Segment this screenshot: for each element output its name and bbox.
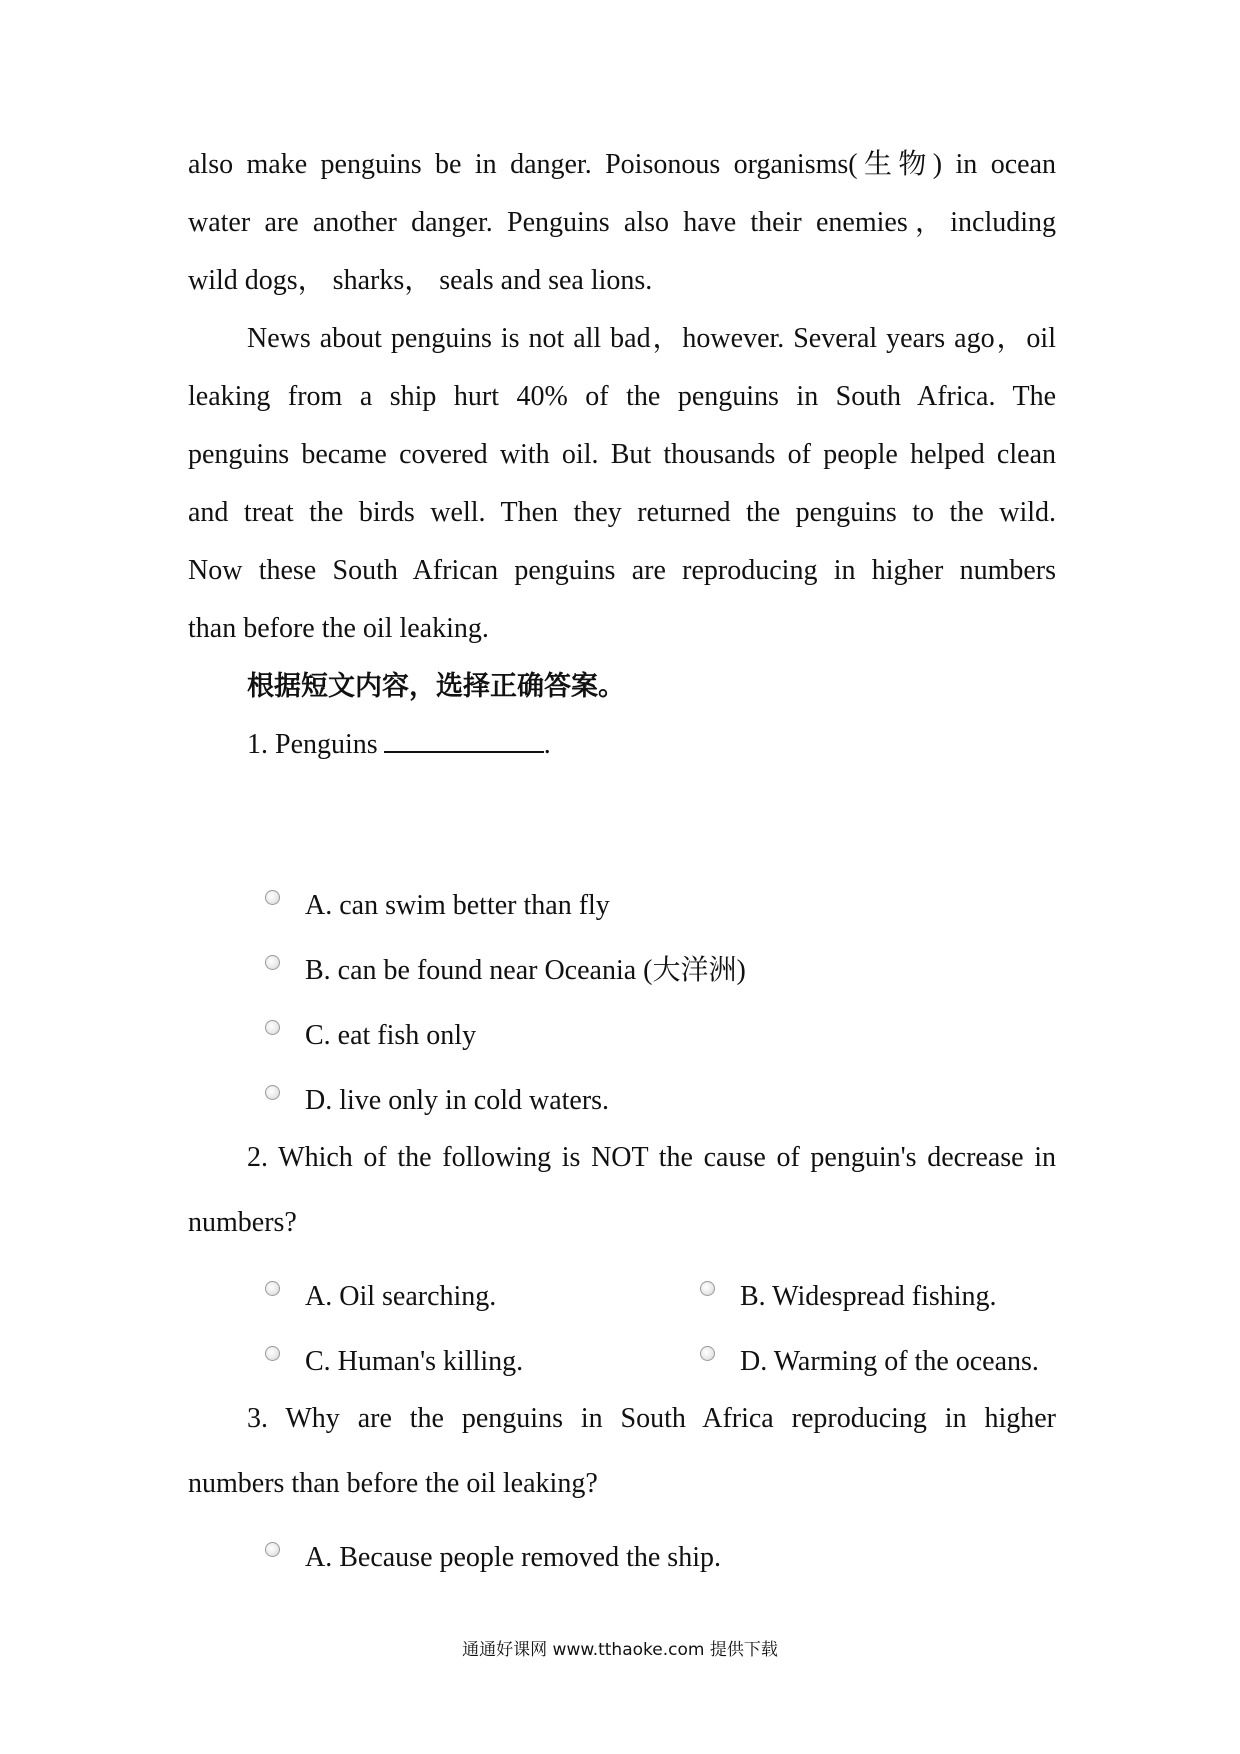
page-footer: 通通好课网 www.tthaoke.com 提供下载 (462, 1640, 778, 1660)
question-stem-text: 1. Penguins (247, 729, 378, 760)
question-2-stem-cont: numbers? (188, 1207, 297, 1238)
passage-line: wild dogs， sharks， seals and sea lions. (188, 265, 653, 296)
paragraph-line: Now these South African penguins are reproducing in higher numbers (188, 555, 1056, 586)
paragraph-line: penguins became covered with oil. But thousands of people helped clean (188, 439, 1056, 470)
option-2d: D. Warming of the oceans. (740, 1346, 1039, 1377)
option-2b: B. Widespread fishing. (740, 1281, 997, 1312)
radio-button[interactable] (700, 1281, 715, 1296)
radio-button[interactable] (700, 1346, 715, 1361)
paragraph-line: than before the oil leaking. (188, 613, 489, 644)
instruction-heading: 根据短文内容，选择正确答案。 (247, 671, 625, 702)
question-1-stem (247, 728, 1056, 762)
option-2c: C. Human's killing. (305, 1346, 524, 1377)
paragraph-line: News about penguins is not all bad，however. Several years ago，oil (247, 323, 1056, 354)
radio-button[interactable] (265, 1020, 280, 1035)
radio-button[interactable] (265, 1281, 280, 1296)
radio-button[interactable] (265, 890, 280, 905)
question-stem-suffix: . (543, 729, 551, 760)
option-1a: A. can swim better than fly (305, 890, 610, 921)
paragraph-line: leaking from a ship hurt 40% of the penguins in South Africa. The (188, 381, 1056, 412)
option-1c: C. eat fish only (305, 1020, 477, 1051)
radio-button[interactable] (265, 1346, 280, 1361)
paragraph-line: and treat the birds well. Then they returned the penguins to the wild. (188, 497, 1056, 528)
radio-button[interactable] (265, 1085, 280, 1100)
question-2-stem: 2. Which of the following is NOT the cause of penguin's decrease in (247, 1142, 1056, 1173)
option-1d: D. live only in cold waters. (305, 1085, 610, 1116)
option-1b: B. can be found near Oceania (大洋洲) (305, 955, 746, 986)
radio-button[interactable] (265, 955, 280, 970)
option-3a: A. Because people removed the ship. (305, 1542, 721, 1573)
question-3-stem-cont: numbers than before the oil leaking? (188, 1468, 598, 1499)
passage-line: also make penguins be in danger. Poisonous organisms(生物) in ocean (188, 149, 1056, 180)
option-2a: A. Oil searching. (305, 1281, 497, 1312)
radio-button[interactable] (265, 1542, 280, 1557)
answer-blank (384, 729, 544, 753)
passage-line: water are another danger. Penguins also have their enemies，including (188, 207, 1056, 238)
question-3-stem: 3. Why are the penguins in South Africa reproducing in higher (247, 1403, 1056, 1434)
